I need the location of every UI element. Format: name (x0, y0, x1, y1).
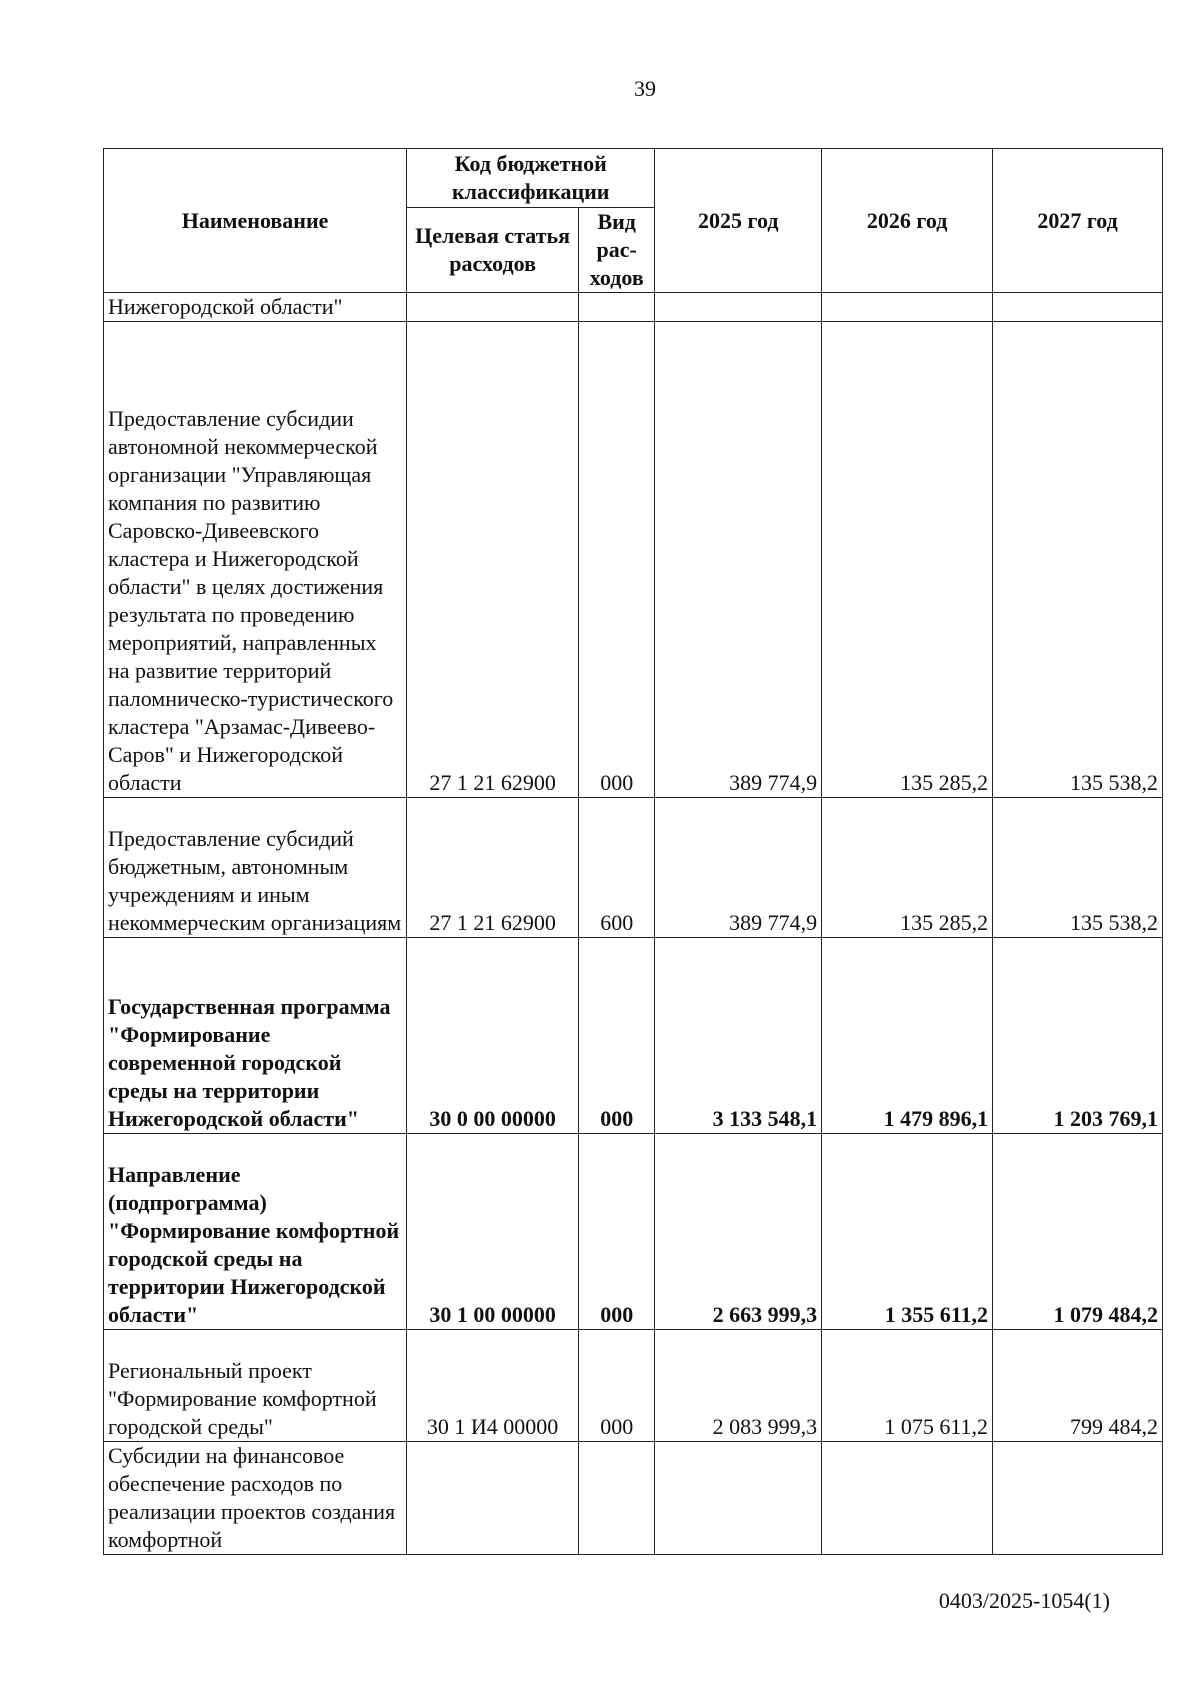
row-2026: 135 285,2 (822, 798, 993, 938)
row-code: 27 1 21 62900 (407, 798, 579, 938)
row-2027: 135 538,2 (993, 798, 1163, 938)
table-row (104, 938, 1163, 1134)
row-kind (579, 293, 655, 322)
header-expense-kind: Вид рас-ходов (579, 208, 655, 293)
row-2027: 799 484,2 (993, 1330, 1163, 1442)
header-target-article: Целевая статья расходов (407, 208, 579, 293)
row-code: 27 1 21 62900 (407, 322, 579, 798)
document-registration-code: 0403/2025-1054(1) (938, 1588, 1110, 1613)
row-code (407, 293, 579, 322)
budget-table (103, 148, 1163, 1555)
table-row (104, 293, 1163, 322)
row-2025: 389 774,9 (655, 322, 822, 798)
page-number: 39 (634, 76, 656, 101)
row-kind: 000 (579, 938, 655, 1134)
row-2025: 3 133 548,1 (655, 938, 822, 1134)
row-name: Государственная программа "Формирование современной городской среды на территории Нижегородской области" (104, 938, 407, 1134)
table-row (104, 1442, 1163, 1555)
row-kind: 600 (579, 798, 655, 938)
row-2025: 2 083 999,3 (655, 1330, 822, 1442)
row-name: Предоставление субсидий бюджетным, автономным учреждениям и иным некоммерческим организациям (104, 798, 407, 938)
table-row (104, 1134, 1163, 1330)
row-2027: 1 203 769,1 (993, 938, 1163, 1134)
row-kind: 000 (579, 1134, 655, 1330)
row-code (407, 1442, 579, 1555)
row-2026: 1 479 896,1 (822, 938, 993, 1134)
table-row (104, 1330, 1163, 1442)
row-code: 30 1 И4 00000 (407, 1330, 579, 1442)
row-2025 (655, 293, 822, 322)
row-2026: 1 355 611,2 (822, 1134, 993, 1330)
row-name: Нижегородской области" (104, 293, 407, 322)
row-2027: 135 538,2 (993, 322, 1163, 798)
row-2027 (993, 1442, 1163, 1555)
row-kind: 000 (579, 322, 655, 798)
row-2026: 135 285,2 (822, 322, 993, 798)
row-name: Направление (подпрограмма) "Формирование комфортной городской среды на территории Нижегородской области" (104, 1134, 407, 1330)
row-2025 (655, 1442, 822, 1555)
row-2025: 389 774,9 (655, 798, 822, 938)
row-name: Субсидии на финансовое обеспечение расходов по реализации проектов создания комфортной (104, 1442, 407, 1555)
row-2026 (822, 1442, 993, 1555)
row-2025: 2 663 999,3 (655, 1134, 822, 1330)
header-2025: 2025 год (655, 149, 822, 293)
header-2026: 2026 год (822, 149, 993, 293)
table-row (104, 322, 1163, 798)
row-2026 (822, 293, 993, 322)
row-code: 30 1 00 00000 (407, 1134, 579, 1330)
row-code: 30 0 00 00000 (407, 938, 579, 1134)
table-row (104, 798, 1163, 938)
header-code-group: Код бюджетной классификации (407, 149, 655, 208)
row-name: Региональный проект "Формирование комфортной городской среды" (104, 1330, 407, 1442)
row-kind: 000 (579, 1330, 655, 1442)
row-kind (579, 1442, 655, 1555)
row-2027 (993, 293, 1163, 322)
header-2027: 2027 год (993, 149, 1163, 293)
row-2027: 1 079 484,2 (993, 1134, 1163, 1330)
row-name: Предоставление субсидии автономной некоммерческой организации "Управляющая компания по развитию Саровско-Дивеевского кластера и Нижегородской области" в целях достижения результата по проведению мероприятий, направленных на развитие территорий паломническо-туристического кластера "Арзамас-Дивеево-Саров" и Нижегородской области (104, 322, 407, 798)
row-2026: 1 075 611,2 (822, 1330, 993, 1442)
header-name: Наименование (104, 149, 407, 293)
